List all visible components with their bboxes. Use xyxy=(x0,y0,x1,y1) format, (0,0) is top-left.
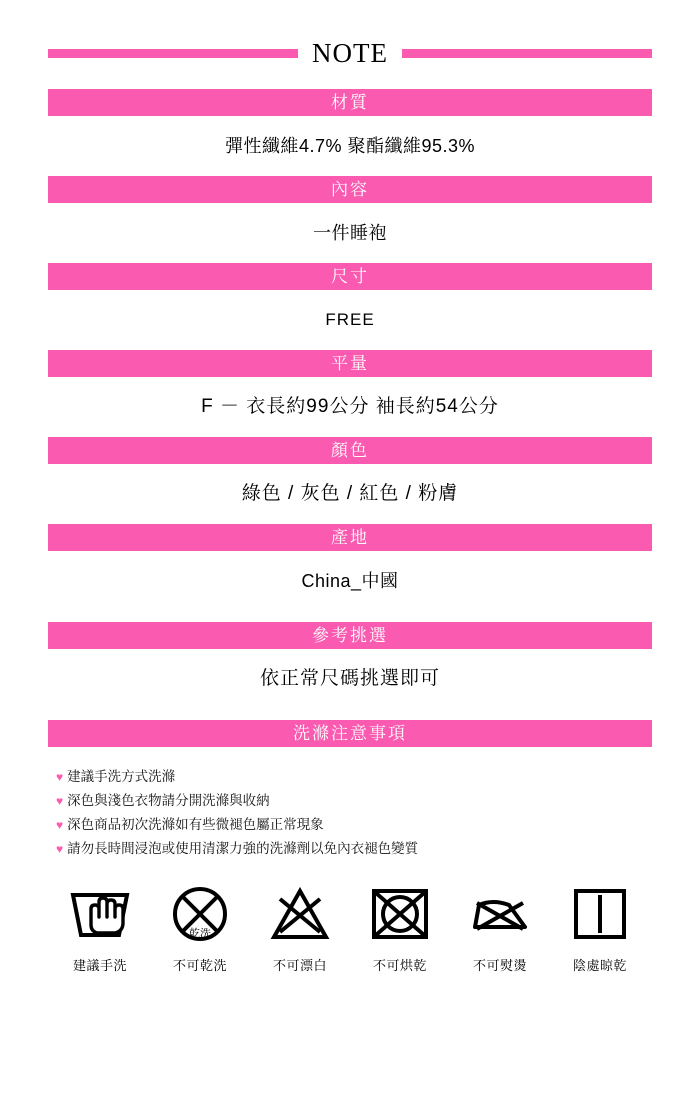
section-label-washing: 洗滌注意事項 xyxy=(48,720,652,747)
section-value-material: 彈性纖維4.7% 聚酯纖維95.3% xyxy=(224,136,476,156)
section-value-measurement: F － 衣長約99公分 袖長約54公分 xyxy=(201,396,499,417)
list-item xyxy=(56,789,652,813)
section-label-material: 材質 xyxy=(48,89,652,116)
note-page xyxy=(0,36,700,1099)
care-symbol-caption: 不可烘乾 xyxy=(372,958,427,973)
header-rule-right xyxy=(402,49,652,58)
heart-bullet-icon: ♥ xyxy=(56,794,64,808)
list-item-label: 深色商品初次洗滌如有些微褪色屬正常現象 xyxy=(67,817,324,832)
section-value-color: 綠色 / 灰色 / 紅色 / 粉膚 xyxy=(241,483,459,504)
care-symbol-no-dry-clean xyxy=(161,885,239,974)
svg-text:乾洗: 乾洗 xyxy=(189,928,211,940)
section-label-measurement: 平量 xyxy=(48,350,652,377)
section-label-origin: 產地 xyxy=(48,524,652,551)
care-symbol-no-bleach xyxy=(261,885,339,974)
section-label-size: 尺寸 xyxy=(48,263,652,290)
section-label-color: 顏色 xyxy=(48,437,652,464)
header-rule-left xyxy=(48,49,298,58)
care-symbol-hand-wash xyxy=(61,885,139,974)
list-item-label: 深色與淺色衣物請分開洗滌與收納 xyxy=(67,793,270,808)
no-tumble-dry-icon xyxy=(367,885,433,943)
section-value-size: FREE xyxy=(325,310,375,329)
no-bleach-icon xyxy=(267,885,333,943)
section-label-content: 內容 xyxy=(48,176,652,203)
heart-bullet-icon: ♥ xyxy=(56,842,64,856)
heart-bullet-icon: ♥ xyxy=(56,770,64,784)
list-item xyxy=(56,837,652,861)
care-symbol-caption: 建議手洗 xyxy=(72,958,127,973)
note-header xyxy=(48,36,652,70)
heart-bullet-icon: ♥ xyxy=(56,818,64,832)
no-iron-icon xyxy=(467,885,533,943)
care-symbol-line-dry-shade xyxy=(561,885,639,974)
section-value-content: 一件睡袍 xyxy=(313,223,387,243)
care-symbol-caption: 陰處晾乾 xyxy=(572,958,627,973)
list-item xyxy=(56,813,652,837)
care-symbols-row xyxy=(48,885,652,974)
care-symbol-no-tumble-dry xyxy=(361,885,439,974)
care-symbol-caption: 不可漂白 xyxy=(272,958,327,973)
care-symbol-no-iron xyxy=(461,885,539,974)
section-value-origin: China_中國 xyxy=(301,571,399,591)
care-symbol-caption: 不可乾洗 xyxy=(172,958,227,973)
section-label-sizing-guide: 參考挑選 xyxy=(48,622,652,649)
care-symbol-caption: 不可熨燙 xyxy=(472,958,527,973)
section-value-sizing-guide: 依正常尺碼挑選即可 xyxy=(259,668,440,689)
no-dry-clean-icon xyxy=(167,885,233,943)
hand-wash-icon xyxy=(67,885,133,943)
line-dry-shade-icon xyxy=(567,885,633,943)
list-item xyxy=(56,765,652,789)
list-item-label: 建議手洗方式洗滌 xyxy=(67,769,176,784)
list-item-label: 請勿長時間浸泡或使用清潔力強的洗滌劑以免內衣褪色變質 xyxy=(67,841,419,856)
page-title: NOTE xyxy=(312,37,388,68)
washing-notes-list xyxy=(48,765,652,861)
